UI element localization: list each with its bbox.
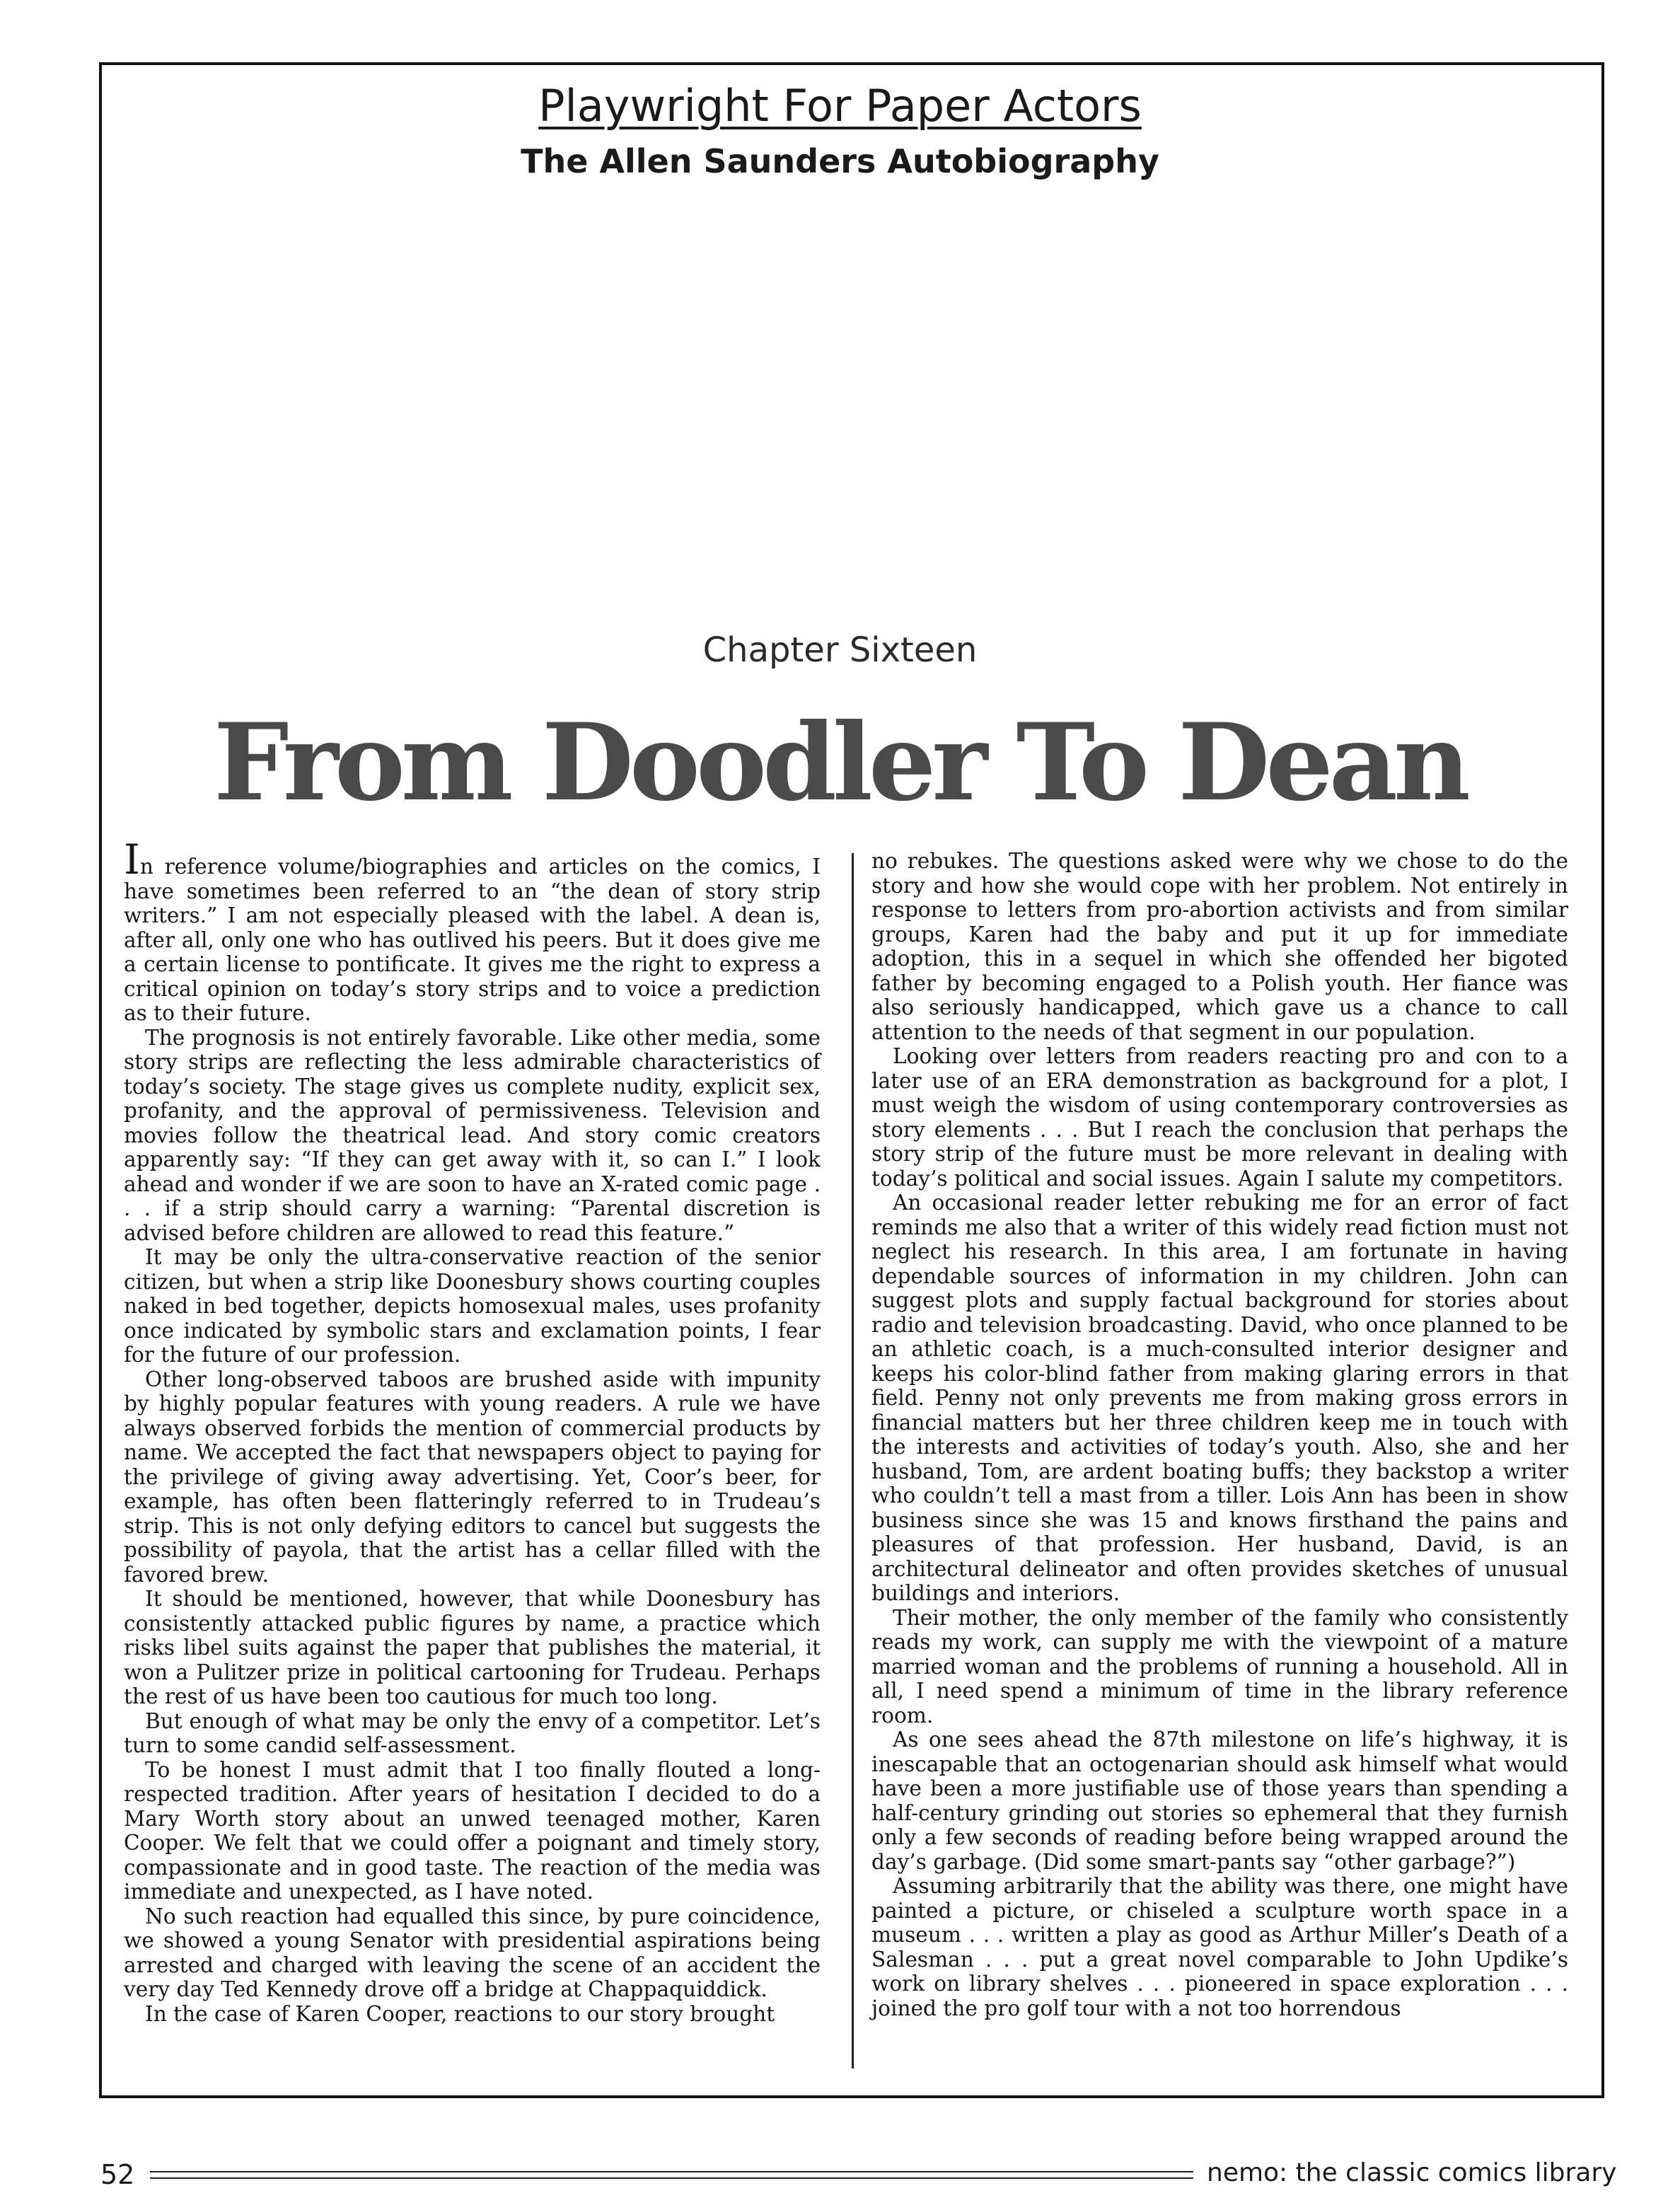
paragraph: No such reaction had equalled this since, by pure coincidence, we showed a young Senator with presidential aspirations being arrested and charged with leaving the scene of an accident the very day Ted Kennedy drove off a bridge at Chappaquiddick. (124, 1904, 821, 2001)
paragraph: Their mother, the only member of the family who consistently reads my work, can supply me with the viewpoint of a mature married woman and the problems of running a household. All in all, I need spend a minimum of time in the library reference room. (871, 1605, 1568, 1727)
chapter-title: From Doodler To Dean (213, 700, 1467, 825)
column-divider (852, 853, 854, 2068)
paragraph: no rebukes. The questions asked were why we chose to do the story and how she would cope with her problem. Not entirely in response to letters from pro-abortion activists and from similar groups, Karen had the baby and put it up for immediate adoption, this in a sequel in which she offended her bigoted father by becoming engaged to a Polish youth. Her fiance was also seriously handicapped, which gave us a chance to call attention to the needs of that segment in our population. (871, 849, 1568, 1044)
drop-cap: I (124, 835, 140, 884)
publication-name: nemo: the classic comics library (1207, 2158, 1617, 2187)
article-column-right (871, 849, 1568, 2020)
paragraph: It should be mentioned, however, that while Doonesbury has consistently attacked public figures by name, a practice which risks libel suits against the paper that publishes the material, it won a Pulitzer prize in political cartooning for Trudeau. Perhaps the rest of us have been too cautious for much too long. (124, 1587, 821, 1708)
paragraph: Assuming arbitrarily that the ability was there, one might have painted a picture, or chiseled a sculpture worth space in a museum . . . written a play as good as Arthur Miller’s Death of a Salesman . . . put a great novel comparable to John Updike’s work on library shelves . . . pioneered in space exploration . . . joined the pro golf tour with a not too horrendous (871, 1874, 1568, 2020)
paragraph: But enough of what may be only the envy of a competitor. Let’s turn to some candid self-assessment. (124, 1708, 821, 1757)
paragraph: To be honest I must admit that I too finally flouted a long-respected tradition. After years of hesitation I decided to do a Mary Worth story about an unwed teenaged mother, Karen Cooper. We felt that we could offer a poignant and timely story, compassionate and in good taste. The reaction of the media was immediate and unexpected, as I have noted. (124, 1757, 821, 1904)
page-number: 52 (100, 2159, 135, 2190)
paragraph: Other long-observed taboos are brushed aside with impunity by highly popular features with young readers. A rule we have always observed forbids the mention of commercial products by name. We accepted the fact that newspapers object to paying for the privilege of giving away advertising. Yet, Coor’s beer, for example, has often been flatteringly referred to in Trudeau’s strip. This is not only defying editors to cancel but suggests the possibility of payola, that the artist has a cellar filled with the favored brew. (124, 1367, 821, 1587)
paragraph-text: n reference volume/biographies and articles on the comics, I have sometimes been referred to an “the dean of story strip writers.” I am not especially pleased with the label. A dean is, after all, only one who has outlived his peers. But it does give me a certain license to pontificate. It gives me the right to express a critical opinion on today’s story strips and to voice a prediction as to their future. (124, 855, 821, 1025)
series-subtitle: The Allen Saunders Autobiography (521, 142, 1159, 180)
paragraph: It may be only the ultra-conservative reaction of the senior citizen, but when a strip like Doonesbury shows courting couples naked in bed together, depicts homosexual males, uses profanity once indicated by symbolic stars and exclamation points, I fear for the future of our profession. (124, 1245, 821, 1367)
series-title (0, 79, 1680, 133)
article-column-left (124, 835, 821, 2026)
paragraph: The prognosis is not entirely favorable. Like other media, some story strips are reflecting the less admirable characteristics of today’s society. The stage gives us complete nudity, explicit sex, profanity, and the approval of permissiveness. Television and movies follow the theatrical lead. And story comic creators apparently say: “If they can get away with it, so can I.” I look ahead and wonder if we are soon to have an X-rated comic page . . . if a strip should carry a warning: “Parental discretion is advised before children are allowed to read this feature.” (124, 1025, 821, 1245)
paragraph: In the case of Karen Cooper, reactions to our story brought (145, 2001, 775, 2026)
paragraph: An occasional reader letter rebuking me for an error of fact reminds me also that a writer of this widely read fiction must not neglect his research. In this area, I am fortunate in having dependable sources of information in my children. John can suggest plots and supply factual background for stories about radio and television broadcasting. David, who once planned to be an athletic coach, is a much-consulted interior designer and keeps his color-blind father from making glaring errors in that field. Penny not only prevents me from making gross errors in financial matters but her three children keep me in touch with the interests and activities of today’s youth. Also, she and her husband, Tom, are ardent boating buffs; they backstop a writer who couldn’t tell a mast from a tiller. Lois Ann has been in show business since she was 15 and knows firsthand the pains and pleasures of that profession. Her husband, David, is an architectural delineator and often provides sketches of unusual buildings and interiors. (871, 1191, 1568, 1605)
paragraph: As one sees ahead the 87th milestone on life’s highway, it is inescapable that an octogenarian should ask himself what would have been a more justifiable use of those years than spending a half-century grinding out stories so ephemeral that they furnish only a few seconds of reading before being wrapped around the day’s garbage. (Did some smart-pants say “other garbage?”) (871, 1727, 1568, 1874)
footer-rule (150, 2171, 1193, 2179)
paragraph (124, 835, 821, 1026)
paragraph: Looking over letters from readers reacting pro and con to a later use of an ERA demonstration as background for a plot, I must weigh the wisdom of using contemporary controversies as story elements . . . But I reach the conclusion that perhaps the story strip of the future must be more relevant in dealing with today’s political and social issues. Again I salute my competitors. (871, 1044, 1568, 1191)
series-title-text: Playwright For Paper Actors (538, 80, 1142, 132)
chapter-label: Chapter Sixteen (702, 630, 978, 670)
